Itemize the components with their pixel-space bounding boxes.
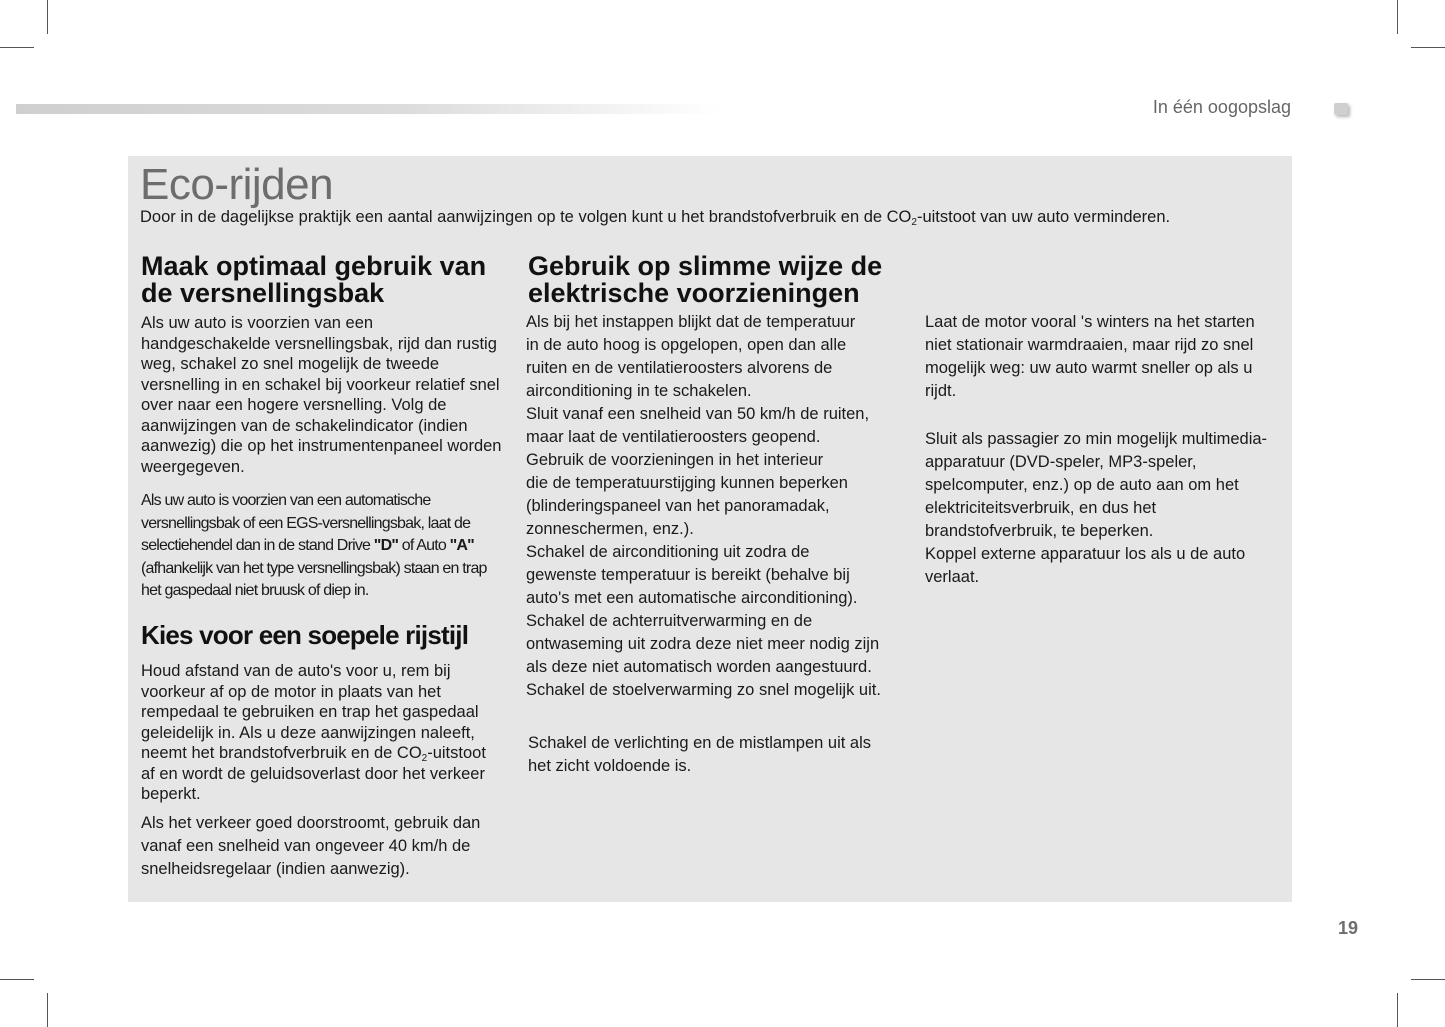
crop-mark — [0, 979, 34, 980]
crop-mark — [1397, 993, 1398, 1027]
page-title: Eco-rijden — [140, 160, 334, 209]
paragraph-passenger-multimedia: Sluit als passagier zo min mogelijk multimedia-apparatuur (DVD-speler, MP3-speler, spelcomputer, enz.) op de auto aan om het elektriciteitsverbruik, en dus het brandstofverbruik, te beperken. — [925, 430, 1268, 540]
text-line: in de auto hoog is opgelopen, open dan alle — [526, 336, 847, 354]
text-line: Als bij het instappen blijkt dat de temperatuur — [526, 313, 856, 331]
paragraph-disconnect-devices: Koppel externe apparatuur los als u de auto verlaat. — [925, 545, 1246, 586]
text-line: auto's met een automatische airconditioning). — [526, 589, 858, 607]
text-line: zonneschermen, enz.). — [526, 520, 694, 538]
text-line: Schakel de stoelverwarming zo snel mogelijk uit. — [526, 681, 881, 699]
paragraph-lights: Schakel de verlichting en de mistlampen uit als het zicht voldoende is. — [528, 734, 872, 775]
text-line: ontwaseming uit zodra deze niet meer nodig zijn — [526, 635, 880, 653]
crop-mark — [1411, 979, 1445, 980]
heading-smooth-driving: Kies voor een soepele rijstijl — [141, 620, 469, 650]
text-line: Gebruik de voorzieningen in het interieur — [526, 451, 824, 469]
header-gradient-bar — [16, 104, 721, 114]
text-line: ruiten en de ventilatieroosters alvorens de — [526, 359, 833, 377]
text-line: Schakel de airconditioning uit zodra de — [526, 543, 810, 561]
text-line: Sluit vanaf een snelheid van 50 km/h de ruiten, — [526, 405, 870, 423]
heading-electrical: Gebruik op slimme wijze de elektrische voorzieningen — [528, 251, 883, 308]
text-line: airconditioning in te schakelen. — [526, 382, 752, 400]
crop-mark — [1397, 0, 1398, 34]
paragraph-engine-warmup: Laat de motor vooral 's winters na het starten niet stationair warmdraaien, maar rijd zo snel mogelijk weg: uw auto warmt sneller op als u rijdt. — [925, 313, 1255, 400]
crop-mark — [0, 47, 34, 48]
text-line: gewenste temperatuur is bereikt (behalve bij — [526, 566, 850, 584]
crop-mark — [47, 993, 48, 1027]
text-line: als deze niet automatisch worden aangestuurd. — [526, 658, 872, 676]
text-line: die de temperatuurstijging kunnen beperken — [526, 474, 848, 492]
section-title: In één oogopslag — [1152, 97, 1291, 117]
text-line: Schakel de achterruitverwarming en de — [526, 612, 813, 630]
paragraph-electrical — [526, 311, 906, 702]
heading-gearbox: Maak optimaal gebruik van de versnellingsbak — [141, 251, 487, 308]
intro-paragraph: Door in de dagelijkse praktijk een aantal aanwijzingen op te volgen kunt u het brandstofverbruik en de $CO_2$-uitstoot van uw auto verminderen. — [140, 208, 1171, 228]
paragraph-distance: Houd afstand van de auto's voor u, rem bij voorkeur af op de motor in plaats van het rempedaal te gebruiken en trap het gaspedaal geleidelijk in. Als u deze aanwijzingen naleeft, neemt het brandstofverbruik en de $CO_2$-uitstoot af en wordt de geluidsoverlast door het verkeer beperkt. — [141, 662, 486, 803]
chapter-tab-icon — [1334, 103, 1348, 115]
page-number: 19 — [1338, 918, 1359, 938]
crop-mark — [47, 0, 48, 34]
crop-mark — [1411, 47, 1445, 48]
paragraph-cruise-control: Als het verkeer goed doorstroomt, gebruik dan vanaf een snelheid van ongeveer 40 km/h de snelheidsregelaar (indien aanwezig). — [141, 814, 481, 878]
text-line: maar laat de ventilatieroosters geopend. — [526, 428, 821, 446]
text-line: (blinderingspaneel van het panoramadak, — [526, 497, 830, 515]
paragraph-manual-gearbox: Als uw auto is voorzien van een handgeschakelde versnellingsbak, rijd dan rustig weg, schakel zo snel mogelijk de tweede versnelling in en schakel bij voorkeur relatief snel over naar een hogere versnelling. Volg de aanwijzingen van de schakelindicator (indien aanwezig) die op het instrumentenpaneel worden weergegeven. — [141, 314, 502, 476]
paragraph-automatic-gearbox: Als uw auto is voorzien van een automatische versnellingsbak of een EGS-versnellingsbak, laat de selectiehendel dan in de stand Drive "D" of Auto "A" (afhankelijk van het type versnellingsbak) staan en trap het gaspedaal niet bruusk of diep in. — [141, 492, 487, 599]
